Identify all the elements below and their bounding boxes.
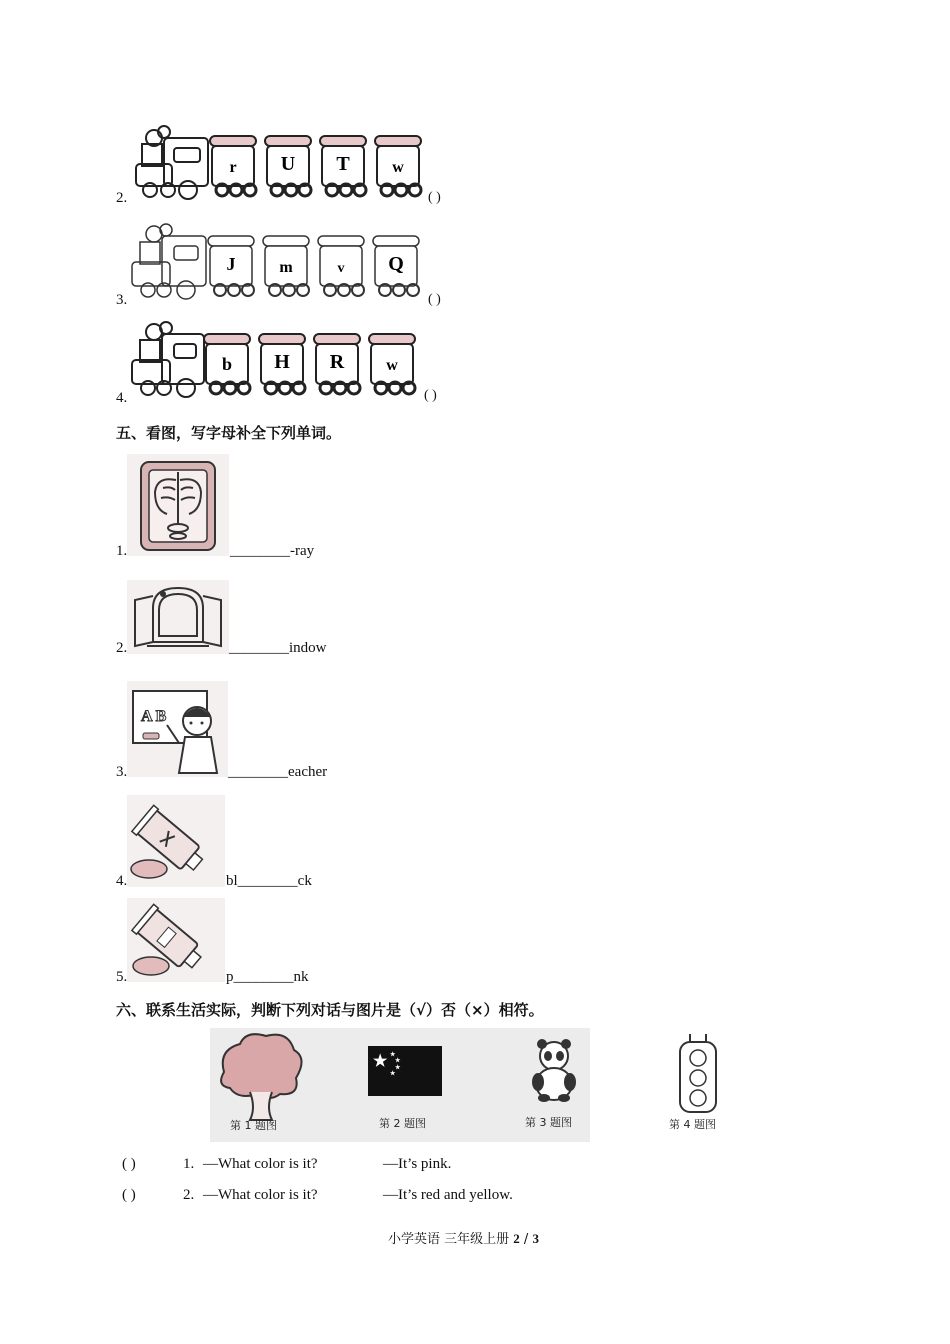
car-letter: T	[336, 153, 350, 175]
word-blank[interactable]: bl________ck	[226, 873, 312, 889]
page-footer	[388, 1228, 539, 1247]
svg-text:★: ★	[395, 1065, 401, 1071]
footer-subject: 小学英语 三年级上册	[388, 1232, 510, 1247]
svg-text:★: ★	[395, 1058, 401, 1064]
x-ray-icon	[127, 454, 229, 556]
question-text: —What color is it?	[203, 1187, 318, 1203]
question-number: 1.	[116, 543, 128, 559]
footer-page-total: 3	[532, 1231, 539, 1246]
answer-blank[interactable]: ( )	[122, 1156, 136, 1172]
question-number: 2.	[183, 1187, 195, 1203]
figure-caption: 第 2 题图	[379, 1117, 426, 1130]
answer-blank[interactable]: ( )	[424, 388, 437, 403]
section-6-heading: 六、联系生活实际，判断下列对话与图片是（√）否（×）相符。	[116, 1001, 544, 1019]
train-icon	[130, 120, 430, 205]
question-text: —What color is it?	[203, 1156, 318, 1172]
car-letter: w	[386, 357, 398, 374]
car-letter: w	[392, 159, 404, 176]
window-icon	[127, 580, 229, 654]
question-number: 3.	[116, 292, 128, 308]
question-number: 4.	[116, 873, 128, 889]
question-number: 3.	[116, 764, 128, 780]
svg-text:A B: A B	[141, 708, 167, 725]
question-number: 5.	[116, 969, 128, 985]
train-icon	[128, 318, 428, 403]
figure-caption: 第 1 题图	[230, 1119, 277, 1132]
question-number: 4.	[116, 390, 128, 406]
car-letter: m	[279, 259, 293, 276]
figure-caption: 第 3 题图	[525, 1116, 572, 1129]
word-blank[interactable]: ________eacher	[228, 764, 328, 780]
question-number: 2.	[116, 640, 128, 656]
answer-blank[interactable]: ( )	[122, 1187, 136, 1203]
answer-blank[interactable]: ( )	[428, 292, 441, 307]
car-letter: R	[329, 351, 345, 373]
answer-blank[interactable]: ( )	[428, 190, 441, 205]
footer-separator: /	[523, 1232, 529, 1247]
svg-text:★: ★	[390, 1071, 396, 1077]
car-letter: v	[337, 261, 345, 276]
answer-text: —It’s pink.	[383, 1156, 452, 1172]
teacher-icon	[127, 681, 228, 777]
car-letter: b	[221, 354, 233, 374]
svg-text:★: ★	[373, 1053, 388, 1070]
word-blank[interactable]: p________nk	[226, 969, 309, 985]
figure-caption: 第 4 题图	[669, 1118, 716, 1131]
word-blank[interactable]: ________-ray	[230, 543, 315, 559]
car-letter: J	[226, 254, 236, 274]
answer-text: —It’s red and yellow.	[383, 1187, 513, 1203]
svg-text:★: ★	[390, 1052, 396, 1058]
footer-page-number: 2	[513, 1231, 520, 1246]
train-icon	[128, 220, 428, 305]
car-letter: H	[274, 351, 290, 373]
car-letter: Q	[388, 253, 404, 275]
question-number: 2.	[116, 190, 128, 206]
traffic-light-icon	[669, 1034, 716, 1131]
car-letter: r	[229, 159, 237, 176]
question-number: 1.	[183, 1156, 195, 1172]
word-blank[interactable]: ________indow	[229, 640, 327, 656]
car-letter: U	[280, 153, 296, 175]
section-5-heading: 五、看图，写字母补全下列单词。	[116, 424, 342, 442]
paint-tube-icon	[127, 898, 225, 982]
paint-tube-icon	[127, 795, 225, 887]
figure-strip	[210, 1028, 740, 1142]
train-cars	[210, 136, 421, 196]
